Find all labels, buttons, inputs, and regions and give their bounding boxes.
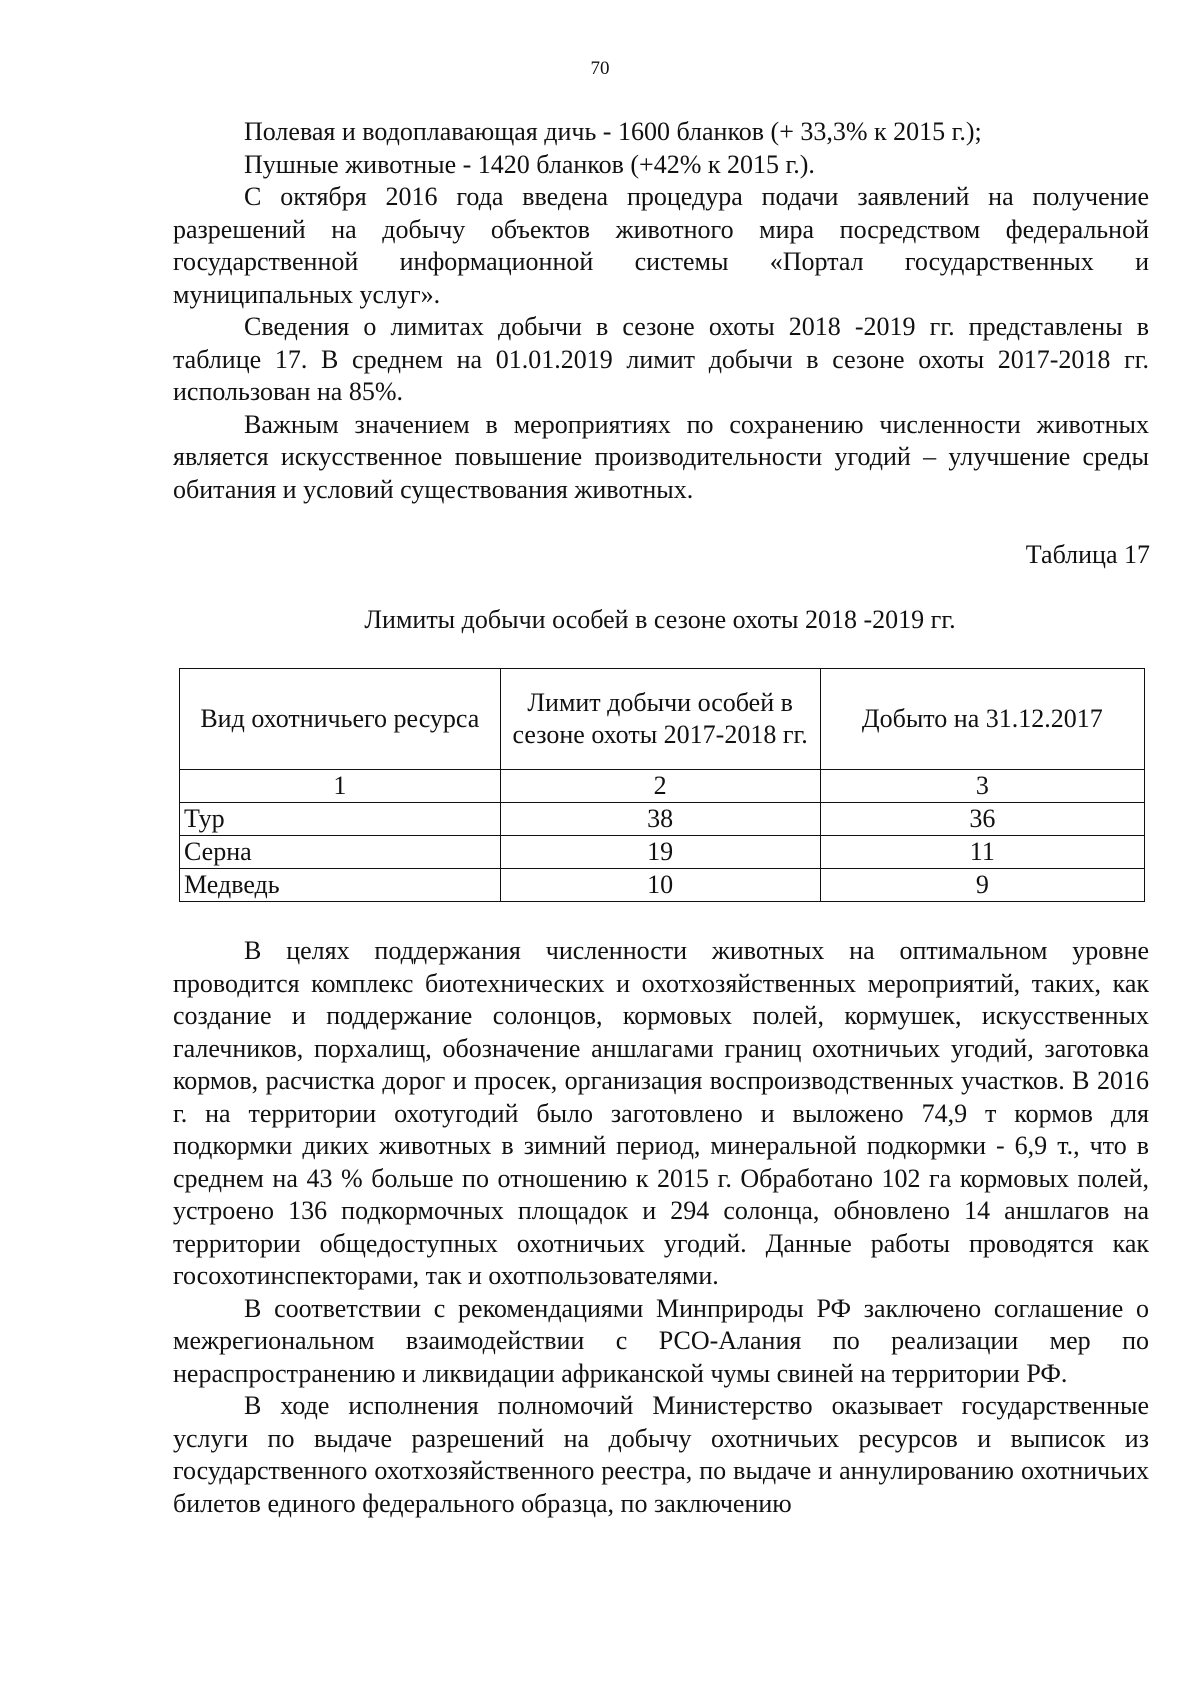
- column-number-cell: 2: [500, 770, 820, 803]
- paragraph: Сведения о лимитах добычи в сезоне охоты 2018 -2019 гг. представлены в таблице 17. В среднем на 01.01.2019 лимит добычи в сезоне охоты 2017-2018 гг. использован на 85%.: [173, 312, 1149, 406]
- paragraph: С октября 2016 года введена процедура подачи заявлений на получение разрешений на добычу объектов животного мира посредством федеральной государственной информационной системы «Портал государственных и муниципальных услуг».: [173, 182, 1149, 309]
- limit-cell: 38: [500, 803, 820, 836]
- limit-cell: 10: [500, 869, 820, 902]
- paragraph: Пушные животные - 1420 бланков (+42% к 2015 г.).: [244, 149, 815, 179]
- table-header-row: [180, 669, 1145, 770]
- paragraph: В целях поддержания численности животных на оптимальном уровне проводится комплекс биотехнических и охотхозяйственных мероприятий, таких, как создание и поддержание солонцов, кормовых полей, кормушек, искусственных галечников, порхалищ, обозначение аншлагами границ охотничьих угодий, заготовка кормов, расчистка дорог и просек, организация воспроизводственных участков. В 2016 г. на территории охотугодий было заготовлено и выложено 74,9 т кормов для подкормки диких животных в зимний период, минеральной подкормки - 6,9 т., что в среднем на 43 % больше по отношению к 2015 г. Обработано 102 га кормовых полей, устроено 136 подкормочных площадок и 294 солонца, обновлено 14 аншлагов на территории общедоступных охотничьих угодий. Данные работы проводятся как госохотинспекторами, так и охотпользователями.: [173, 936, 1149, 1290]
- table-row: [180, 803, 1145, 836]
- column-number-cell: 1: [180, 770, 501, 803]
- limits-table: [179, 668, 1145, 902]
- table-header-cell: Вид охотничьего ресурса: [180, 669, 501, 770]
- taken-cell: 36: [820, 803, 1144, 836]
- table-title: Лимиты добычи особей в сезоне охоты 2018 -2019 гг.: [364, 605, 956, 634]
- paragraph: Полевая и водоплавающая дичь - 1600 бланков (+ 33,3% к 2015 г.);: [244, 117, 982, 146]
- paragraph: В соответствии с рекомендациями Минприроды РФ заключено соглашение о межрегиональном взаимодействии с РСО-Алания по реализации мер по нераспространению и ликвидации африканской чумы свиней на территории РФ.: [173, 1293, 1149, 1388]
- species-cell: Тур: [180, 803, 501, 836]
- species-cell: Медведь: [180, 869, 501, 902]
- table-header-cell: Добыто на 31.12.2017: [820, 669, 1144, 770]
- limit-cell: 19: [500, 836, 820, 869]
- page-number: 70: [590, 58, 610, 79]
- table-header-cell: Лимит добычи особей в сезоне охоты 2017-2018 гг.: [500, 669, 820, 770]
- table-number: Таблица 17: [1025, 540, 1150, 569]
- table-row: [180, 869, 1145, 902]
- table-column-number-row: [180, 770, 1145, 803]
- taken-cell: 11: [820, 836, 1144, 869]
- paragraph: В ходе исполнения полномочий Министерство оказывает государственные услуги по выдаче разрешений на добычу охотничьих ресурсов и выписок из государственного охотхозяйственного реестра, по выдаче и аннулированию охотничьих билетов единого федерального образца, по заключению: [173, 1391, 1149, 1518]
- paragraph: Важным значением в мероприятиях по сохранению численности животных является искусственное повышение производительности угодий – улучшение среды обитания и условий существования животных.: [173, 409, 1149, 504]
- column-number-cell: 3: [820, 770, 1144, 803]
- table-row: [180, 836, 1145, 869]
- top-text-block: [173, 116, 1149, 506]
- species-cell: Серна: [180, 836, 501, 869]
- taken-cell: 9: [820, 869, 1144, 902]
- bottom-text-block: [173, 935, 1149, 1520]
